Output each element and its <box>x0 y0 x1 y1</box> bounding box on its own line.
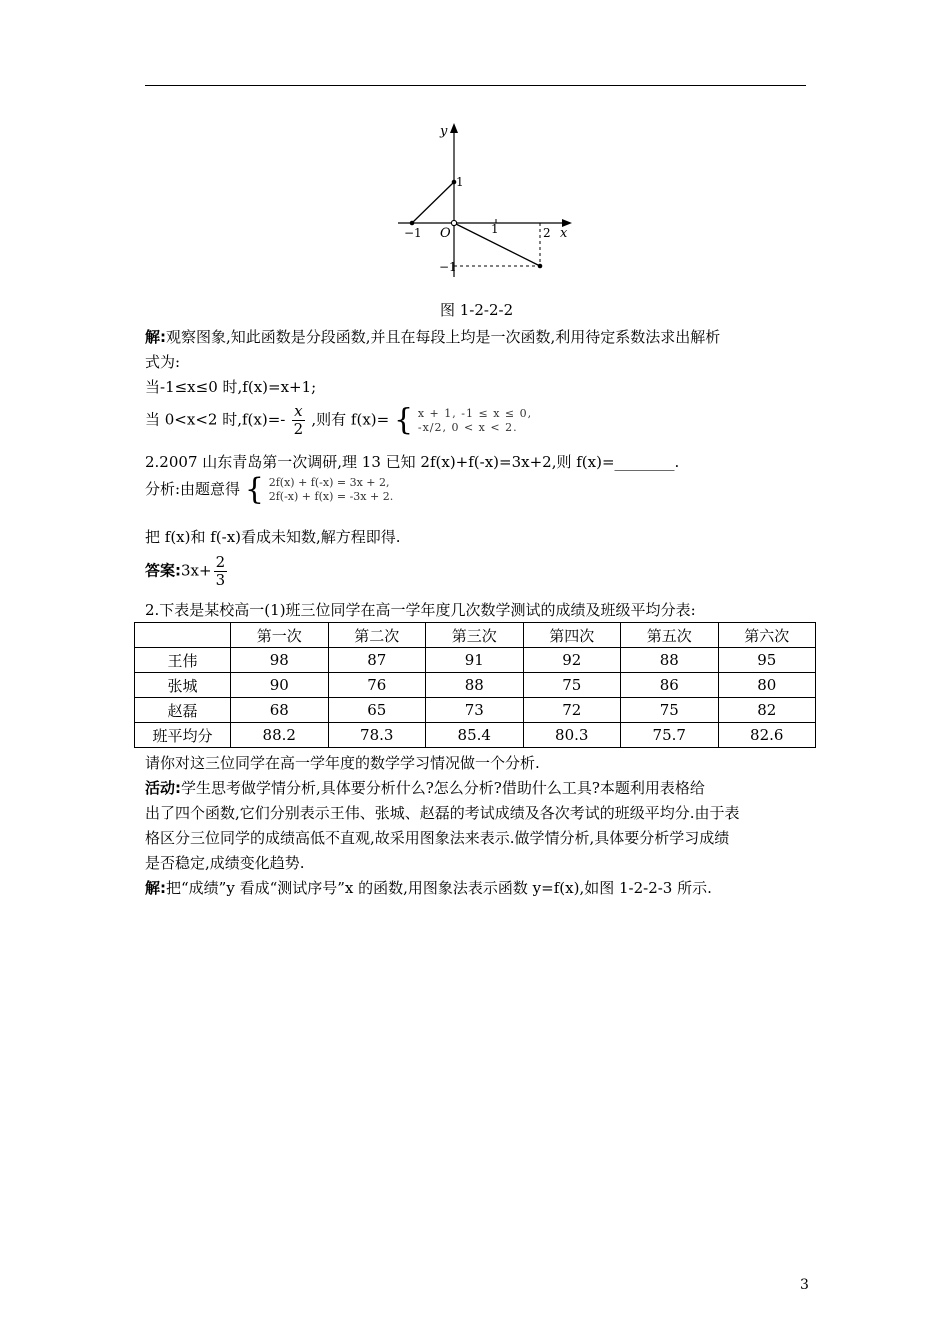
x-axis-label: x <box>560 226 568 241</box>
scores-table <box>134 622 816 748</box>
point-neg1-0 <box>410 221 415 226</box>
point-2-neg1 <box>538 264 543 269</box>
frac-den: 2 <box>293 420 304 438</box>
answer-label: 答案: <box>145 561 181 580</box>
solution1-line4-post: ,则有 f(x)= <box>311 410 390 429</box>
header-cell <box>135 623 231 648</box>
figure-caption: 图 1-2-2-2 <box>440 301 514 319</box>
point-origin-open <box>451 220 456 225</box>
activity-line1: 活动:学生思考做学情分析,具体要分析什么?怎么分析?借助什么工具?本题利用表格给 <box>145 779 705 797</box>
segment-left <box>412 182 454 223</box>
answer-pre: 3x+ <box>181 561 212 580</box>
problem3-intro: 2.下表是某校高一(1)班三位同学在高一学年度几次数学测试的成绩及班级平均分表: <box>145 601 696 619</box>
problem3-request: 请你对这三位同学在高一学年度的数学学习情况做一个分析. <box>145 754 540 772</box>
tick-label-x-2: 2 <box>543 226 551 240</box>
tick-label-y-1: 1 <box>456 175 464 189</box>
activity-line4: 是否稳定,成绩变化趋势. <box>145 854 305 872</box>
table-row: 班平均分 88.2 78.3 85.4 80.3 75.7 82.6 <box>135 723 816 748</box>
activity-line2: 出了四个函数,它们分别表示王伟、张城、赵磊的考试成绩及各次考试的班级平均分.由于表 <box>145 804 740 822</box>
analysis-pre: 分析:由题意得 <box>145 480 241 498</box>
y-axis-arrow <box>450 123 458 133</box>
table-header-row <box>135 623 816 648</box>
tick-label-x-neg1: −1 <box>404 226 422 240</box>
solution1-line4 <box>145 403 532 438</box>
solution-label: 解: <box>145 879 166 897</box>
system-brace: { <box>244 472 264 507</box>
activity-line3: 格区分三位同学的成绩高低不直观,故采用图象法来表示.做学情分析,具体要分析学习成绩 <box>145 829 730 847</box>
solution1-line3: 当-1≤x≤0 时,f(x)=x+1; <box>145 378 317 396</box>
equation-2: 2f(-x) + f(x) = -3x + 2. <box>268 490 394 503</box>
tick-label-y-neg1: −1 <box>439 260 457 274</box>
activity-label: 活动: <box>145 779 181 797</box>
point-0-1 <box>452 180 457 185</box>
solution1-line4-pre: 当 0<x<2 时,f(x)=- <box>145 410 286 429</box>
solution1-line1 <box>145 326 720 348</box>
tick-label-x-1: 1 <box>491 222 499 236</box>
piecewise-brace: { <box>393 402 414 438</box>
header-cell: 第三次 <box>426 623 524 648</box>
header-cell: 第一次 <box>231 623 329 648</box>
problem2-statement: 2.2007 山东青岛第一次调研,理 13 已知 2f(x)+f(-x)=3x+2,则 f(x)=________. <box>145 453 680 471</box>
page-number: 3 <box>800 1277 809 1293</box>
problem3-solution: 解:把“成绩”y 看成“测试序号”x 的函数,用图象法表示函数 y=f(x),如图 1-2-2-3 所示. <box>145 879 712 897</box>
problem2-answer <box>145 554 229 589</box>
header-cell: 第二次 <box>328 623 426 648</box>
origin-label: O <box>440 226 451 241</box>
equation-system <box>269 476 393 504</box>
header-cell: 第六次 <box>718 623 816 648</box>
problem2-analysis-line2: 把 f(x)和 f(-x)看成未知数,解方程即得. <box>145 528 401 546</box>
problem2-analysis <box>145 472 394 507</box>
y-axis-label: y <box>440 124 448 139</box>
header-cell: 第五次 <box>621 623 719 648</box>
table-row: 张城 90 76 88 75 86 80 <box>135 673 816 698</box>
header-rule <box>145 85 806 86</box>
table-row: 王伟 98 87 91 92 88 95 <box>135 648 816 673</box>
solution1-label: 解: <box>145 328 166 346</box>
equation-1: 2f(x) + f(-x) = 3x + 2, <box>268 476 390 489</box>
function-graph <box>390 115 580 280</box>
header-cell: 第四次 <box>523 623 621 648</box>
solution1-text: 观察图象,知此函数是分段函数,并且在每段上均是一次函数,利用待定系数法求出解析 <box>166 328 721 346</box>
fraction-2-over-3: $\frac{2}{3}$ <box>215 553 226 589</box>
solution1-line2: 式为: <box>145 353 181 371</box>
piecewise-system-blurred: x + 1, -1 ≤ x ≤ 0, -x/2, 0 < x < 2. <box>417 406 533 434</box>
fraction-x-over-2 <box>292 403 304 438</box>
table-row: 赵磊 68 65 73 72 75 82 <box>135 698 816 723</box>
frac-num: x <box>294 402 303 420</box>
